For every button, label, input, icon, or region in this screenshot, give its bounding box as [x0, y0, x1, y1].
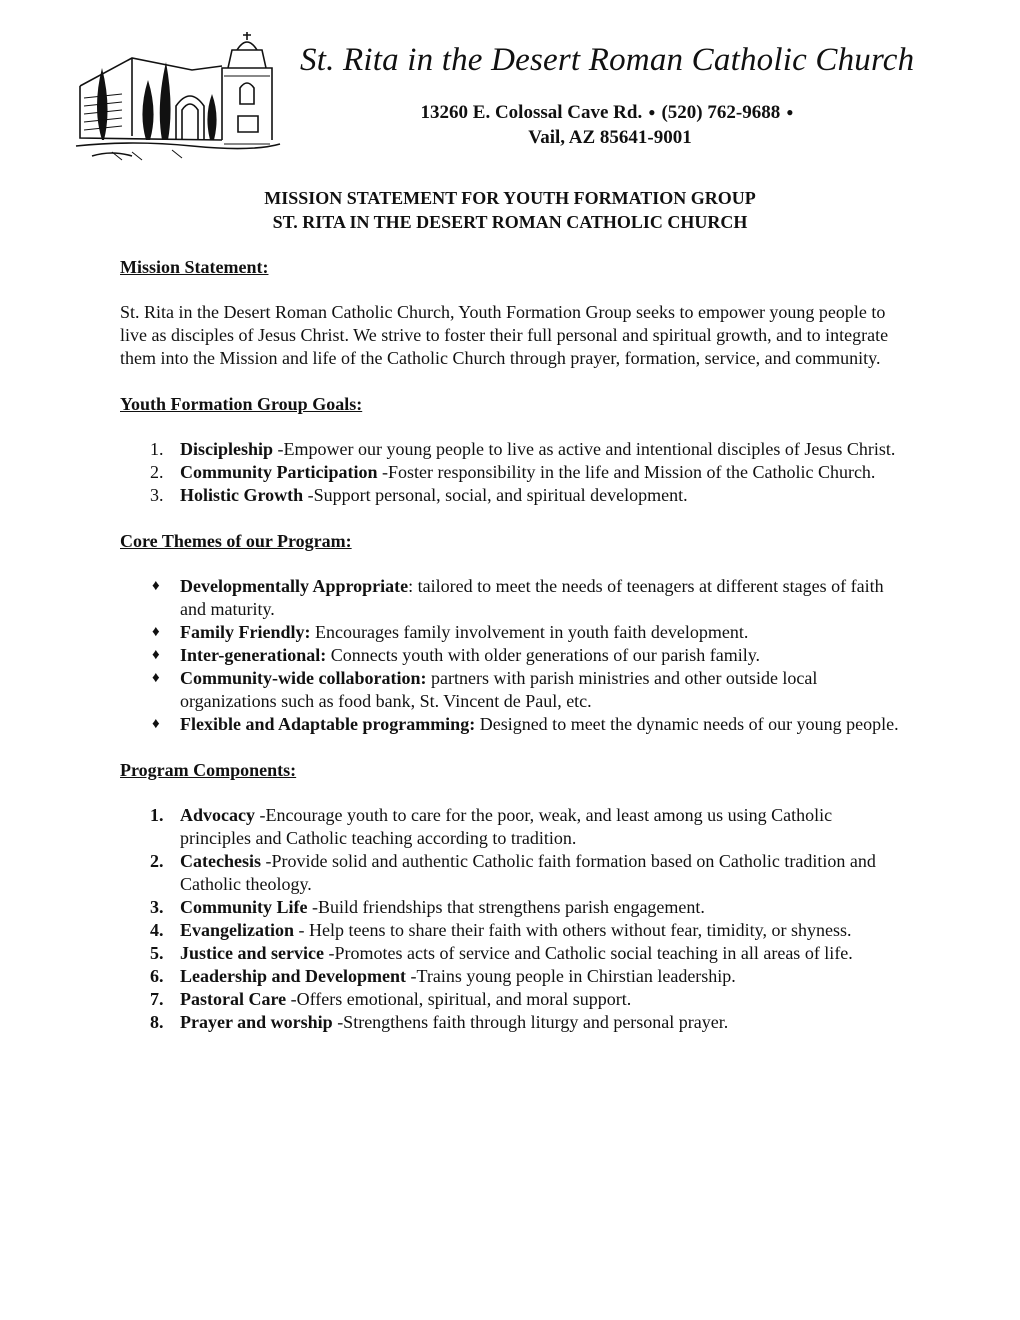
bullet-separator-icon: ● [786, 105, 794, 119]
item-text: Encourages family involvement in youth faith development. [310, 622, 749, 642]
item-term: Catechesis [180, 851, 261, 871]
list-item [120, 804, 900, 850]
item-text: -Provide solid and authentic Catholic faith formation based on Catholic tradition and Catholic theology. [180, 851, 876, 894]
item-text: -Support personal, social, and spiritual development. [303, 485, 688, 505]
item-number: 7. [150, 989, 164, 1009]
diamond-bullet-icon: ♦ [152, 624, 160, 640]
item-term: Community Life [180, 897, 308, 917]
item-term: Developmentally Appropriate [180, 576, 409, 596]
item-term: Community-wide collaboration: [180, 668, 427, 688]
list-item [120, 919, 900, 942]
item-term: Evangelization [180, 920, 295, 940]
item-number: 3. [150, 485, 164, 505]
document-title [0, 186, 1020, 234]
item-term: Family Friendly: [180, 622, 311, 642]
diamond-bullet-icon: ♦ [152, 578, 160, 594]
item-number: 2. [150, 851, 164, 871]
street-address: 13260 E. Colossal Cave Rd. [420, 102, 643, 123]
bullet-separator-icon: ● [648, 105, 656, 119]
phone-number: (520) 762-9688 [661, 102, 781, 123]
list-item [120, 438, 900, 461]
list-item [120, 965, 900, 988]
title-line-1: MISSION STATEMENT FOR YOUTH FORMATION GROUP [264, 188, 756, 208]
item-text: Connects youth with older generations of our parish family. [326, 645, 761, 665]
title-line-2: ST. RITA IN THE DESERT ROMAN CATHOLIC CHURCH [272, 212, 748, 232]
list-item [120, 461, 900, 484]
church-name-heading: St. Rita in the Desert Roman Catholic Church [300, 42, 915, 78]
item-number: 2. [150, 462, 164, 482]
list-item [120, 667, 900, 713]
item-text: -Trains young people in Chirstian leadership. [406, 966, 736, 986]
item-term: Inter-generational: [180, 645, 327, 665]
church-building-logo [72, 28, 284, 164]
item-term: Prayer and worship [180, 1012, 333, 1032]
mission-heading: Mission Statement: [120, 257, 269, 277]
list-item [120, 1011, 900, 1034]
themes-heading: Core Themes of our Program: [120, 531, 352, 551]
item-term: Advocacy [180, 805, 255, 825]
item-number: 6. [150, 966, 164, 986]
components-list [120, 804, 900, 1034]
item-number: 1. [150, 805, 164, 825]
item-text: -Promotes acts of service and Catholic social teaching in all areas of life. [323, 943, 853, 963]
list-item [120, 896, 900, 919]
item-text: -Empower our young people to live as active and intentional disciples of Jesus Christ. [273, 439, 896, 459]
goals-heading: Youth Formation Group Goals: [120, 394, 363, 414]
item-term: Discipleship [180, 439, 274, 459]
item-number: 8. [150, 1012, 164, 1032]
item-text: -Offers emotional, spiritual, and moral support. [286, 989, 632, 1009]
item-text: -Encourage youth to care for the poor, weak, and least among us using Catholic principles and Catholic teaching according to tradition. [180, 805, 833, 848]
list-item [120, 988, 900, 1011]
item-term: Flexible and Adaptable programming: [180, 714, 476, 734]
item-number: 4. [150, 920, 164, 940]
list-item [120, 850, 900, 896]
item-text: - Help teens to share their faith with others without fear, timidity, or shyness. [294, 920, 852, 940]
goals-list [120, 438, 900, 507]
list-item [120, 942, 900, 965]
item-number: 1. [150, 439, 164, 459]
item-term: Pastoral Care [180, 989, 287, 1009]
list-item [120, 644, 900, 667]
list-item [120, 575, 900, 621]
item-term: Leadership and Development [180, 966, 407, 986]
item-term: Holistic Growth [180, 485, 304, 505]
diamond-bullet-icon: ♦ [152, 647, 160, 663]
list-item [120, 713, 900, 736]
item-number: 3. [150, 897, 164, 917]
diamond-bullet-icon: ♦ [152, 716, 160, 732]
components-heading: Program Components: [120, 760, 297, 780]
item-term: Community Participation [180, 462, 378, 482]
diamond-bullet-icon: ♦ [152, 670, 160, 686]
item-text: : tailored to meet the needs of teenagers at different stages of faith and maturity. [180, 576, 884, 619]
list-item [120, 621, 900, 644]
mission-paragraph: St. Rita in the Desert Roman Catholic Church, Youth Formation Group seeks to empower young people to live as disciples of Jesus Christ. We strive to foster their full personal and spiritual growth, and to integrate them into the Mission and life of the Catholic Church through prayer, formation, service, and community. [120, 302, 889, 368]
item-text: Designed to meet the dynamic needs of our young people. [475, 714, 899, 734]
address-line-2: Vail, AZ 85641-9001 [528, 127, 692, 148]
list-item [120, 484, 900, 507]
item-text: -Strengthens faith through liturgy and personal prayer. [332, 1012, 729, 1032]
item-text: partners with parish ministries and other outside local organizations such as food bank, St. Vincent de Paul, etc. [180, 668, 818, 711]
church-address [300, 100, 920, 150]
address-line-1 [300, 100, 920, 125]
item-text: -Foster responsibility in the life and Mission of the Catholic Church. [377, 462, 876, 482]
themes-list [120, 575, 900, 736]
item-number: 5. [150, 943, 164, 963]
document-body [120, 256, 900, 1034]
item-text: -Build friendships that strengthens parish engagement. [307, 897, 705, 917]
item-term: Justice and service [180, 943, 324, 963]
